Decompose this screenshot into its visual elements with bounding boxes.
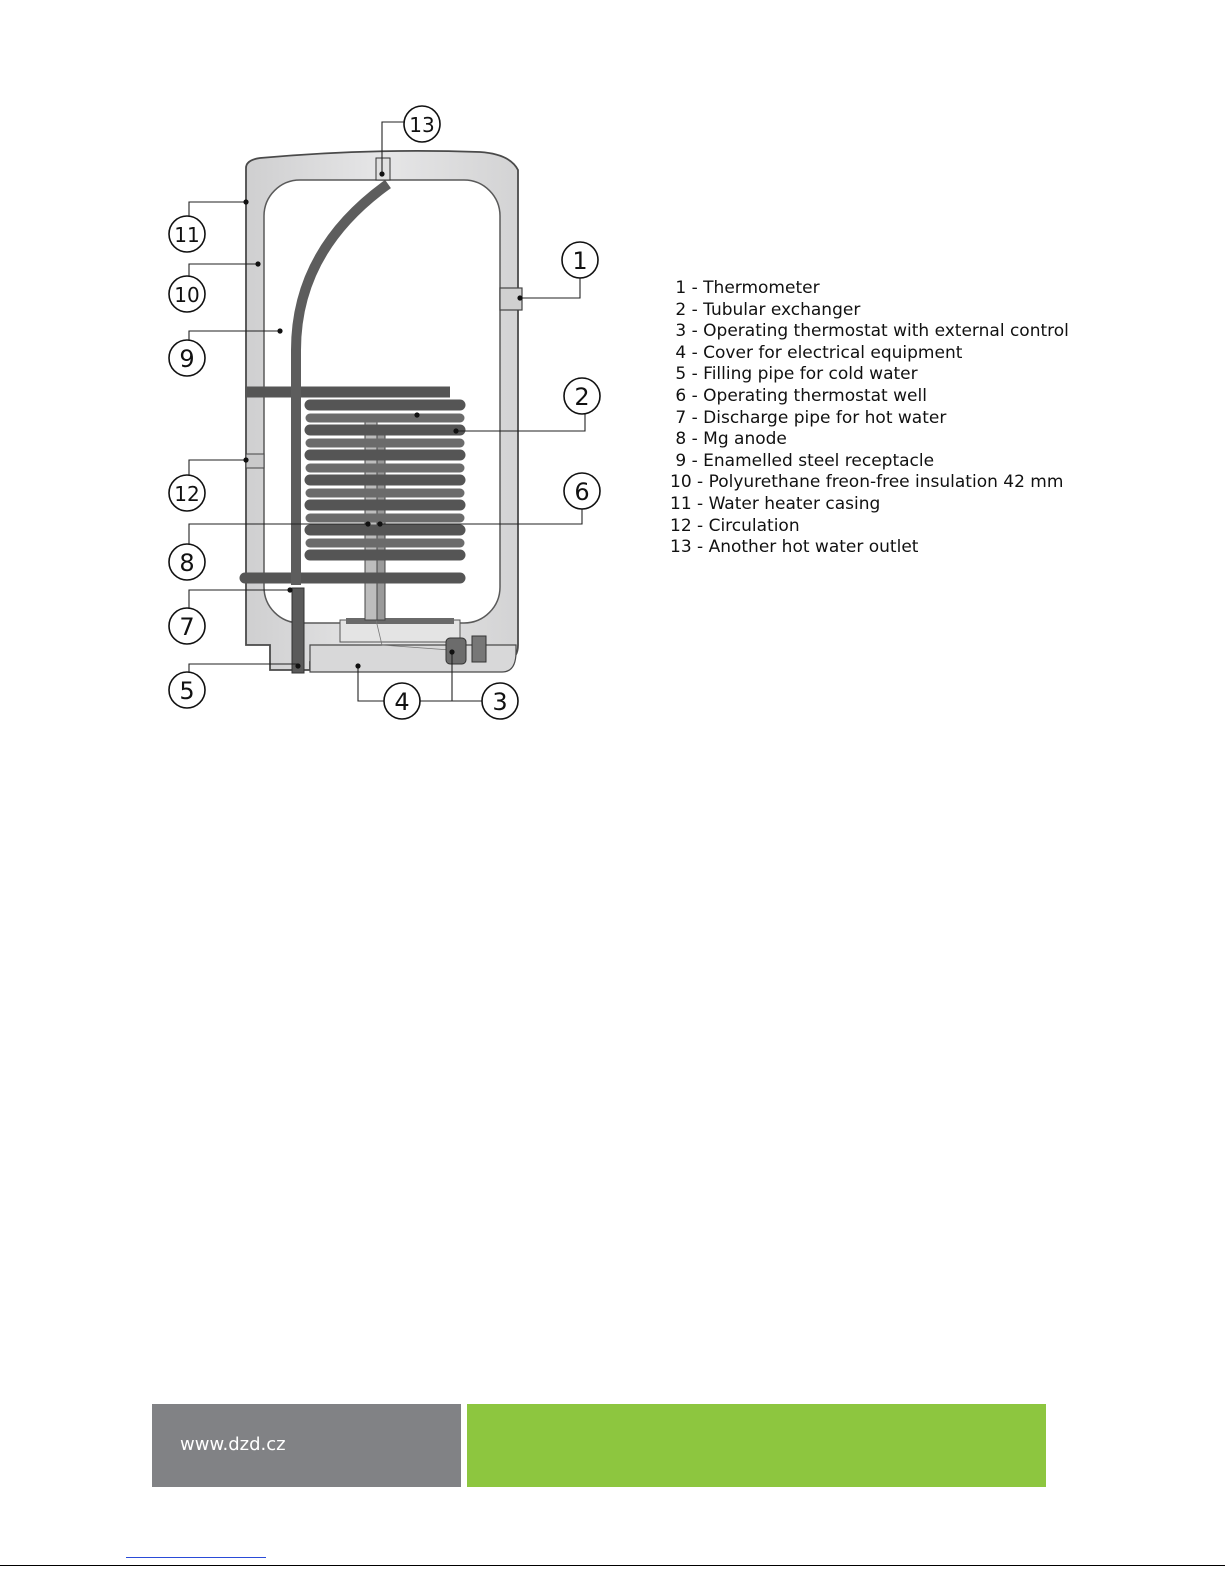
thermostat-knob <box>446 638 466 664</box>
legend-item-5: 5 - Filling pipe for cold water <box>670 364 918 385</box>
legend-item-2: 2 - Tubular exchanger <box>670 299 861 320</box>
callout-5 <box>169 672 205 708</box>
callout-6 <box>564 473 600 509</box>
callout-7 <box>169 608 205 644</box>
callout-11 <box>169 216 205 252</box>
svg-text:13: 13 <box>409 113 435 137</box>
callout-2 <box>564 378 600 414</box>
svg-text:12: 12 <box>174 482 200 506</box>
svg-text:8: 8 <box>179 549 195 577</box>
legend-item-4: 4 - Cover for electrical equipment <box>670 342 963 363</box>
legend-item-9: 9 - Enamelled steel receptacle <box>670 450 935 471</box>
svg-text:11: 11 <box>174 223 200 247</box>
legend-item-8: 8 - Mg anode <box>670 429 787 450</box>
legend-item-6: 6 - Operating thermostat well <box>670 385 927 406</box>
hot-water-outlet-top <box>376 158 390 180</box>
legend-item-11: 11 - Water heater casing <box>670 493 881 514</box>
svg-text:1: 1 <box>572 247 588 275</box>
svg-text:6: 6 <box>574 478 590 506</box>
callout-13 <box>404 106 440 142</box>
callout-12 <box>169 475 205 511</box>
legend-item-13: 13 - Another hot water outlet <box>670 537 919 558</box>
svg-text:10: 10 <box>174 283 200 307</box>
footer-website-link[interactable]: www.dzd.cz <box>180 1434 286 1455</box>
footer-gray-panel <box>152 1404 461 1487</box>
callout-3 <box>482 683 518 719</box>
callout-8 <box>169 544 205 580</box>
footer-green-panel <box>467 1404 1046 1487</box>
callout-10 <box>169 276 205 312</box>
bottom-divider <box>0 1565 1225 1566</box>
svg-text:5: 5 <box>179 677 195 705</box>
svg-text:9: 9 <box>179 345 195 373</box>
callout-4 <box>384 683 420 719</box>
bottom-link-underline <box>126 1557 266 1558</box>
callout-9 <box>169 340 205 376</box>
water-heater-diagram <box>150 100 620 730</box>
cold-water-filling-pipe <box>292 588 304 673</box>
legend-item-3: 3 - Operating thermostat with external control <box>670 321 1069 342</box>
diagram-legend <box>670 278 1069 559</box>
legend-item-12: 12 - Circulation <box>670 515 800 536</box>
svg-text:2: 2 <box>574 383 590 411</box>
callout-1 <box>562 242 598 278</box>
legend-item-7: 7 - Discharge pipe for hot water <box>670 407 947 428</box>
circulation-socket <box>246 454 264 468</box>
svg-text:7: 7 <box>179 613 195 641</box>
svg-text:3: 3 <box>492 688 508 716</box>
thermostat-knob-side <box>472 636 486 662</box>
legend-item-1: 1 - Thermometer <box>670 278 820 298</box>
legend-item-10: 10 - Polyurethane freon-free insulation 42 mm <box>670 472 1064 493</box>
flange-bar <box>346 618 454 624</box>
svg-text:4: 4 <box>394 688 410 716</box>
